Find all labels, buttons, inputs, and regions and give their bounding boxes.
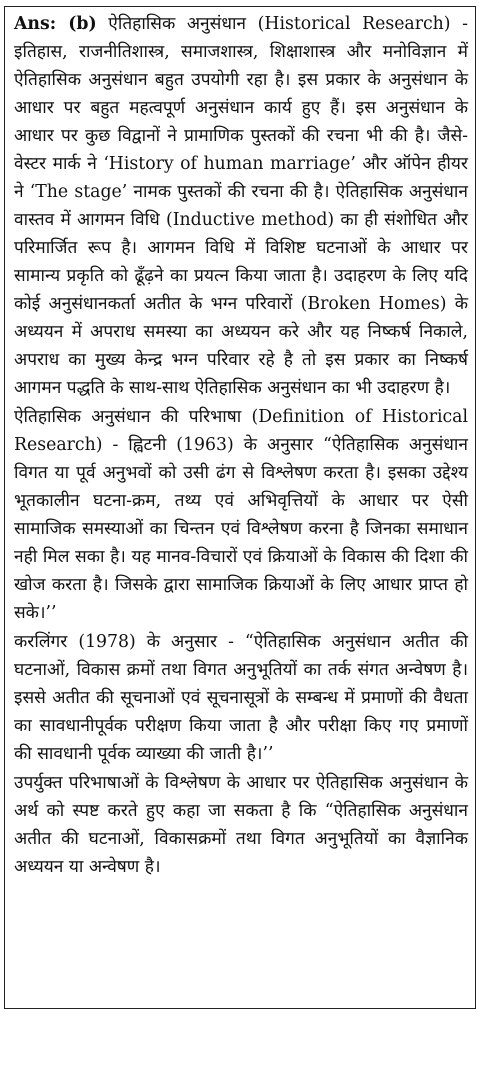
answer-box	[4, 6, 476, 1009]
paragraph-1-text: ऐतिहासिक अनुसंधान (Historical Research) - इतिहास, राजनीतिशास्त्र, समाजशास्त्र, शिक्षाशास्त्र और मनोविज्ञान में ऐतिहासिक अनुसंधान बहुत उपयोगी रहा है। इस प्रकार के अनुसंधान के आधार पर बहुत महत्वपूर्ण अनुसंधान कार्य हुए हैं। इस अनुसंधान के आधार पर कुछ विद्वानों ने प्रामाणिक पुस्तकों की रचना भी की है। जैसे- वेस्टर मार्क ने ‘History of human marriage’ और ऑपेन हीयर ने ‘The stage’ नामक पुस्तकों की रचना की है। ऐतिहासिक अनुसंधान वास्तव में आगमन विधि (Inductive method) का ही संशोधित और परिमार्जित रूप है। आगमन विधि में विशिष्ट घटनाओं के आधार पर सामान्य प्रकृति को ढूँढ़ने का प्रयत्न किया जाता है। उदाहरण के लिए यदि कोई अनुसंधानकर्ता अतीत के भग्न परिवारों (Broken Homes) के अध्ययन में अपराध समस्या का अध्ययन करे और यह निष्कर्ष निकाले, अपराध का मुख्य केन्द्र भग्न परिवार रहे है तो इस प्रकार का निष्कर्ष आगमन पद्धति के साथ-साथ ऐतिहासिक अनुसंधान का भी उदाहरण है।	[14, 14, 468, 398]
answer-paragraph-1	[14, 10, 468, 402]
answer-paragraph-3: करलिंगर (1978) के अनुसार - “ऐतिहासिक अनुसंधान अतीत की घटनाओं, विकास क्रमों तथा विगत अनुभूतियों का तर्क संगत अन्वेषण है। इससे अतीत की सूचनाओं एवं सूचनासूत्रों के सम्बन्ध में प्रमाणों की वैधता का सावधानीपूर्वक परीक्षण किया जाता है और परीक्षा किए गए प्रमाणों की सावधानी पूर्वक व्याख्या की जाती है।’’	[14, 632, 468, 764]
answer-paragraph-2: ऐतिहासिक अनुसंधान की परिभाषा (Definition of Historical Research) - ह्विटनी (1963) के अनुसार “ऐतिहासिक अनुसंधान विगत या पूर्व अनुभवों को उसी ढंग से विश्लेषण करता है। इसका उद्देश्य भूतकालीन घटना-क्रम, तथ्य एवं अभिवृत्तियों के आधार पर ऐसी सामाजिक समस्याओं का चिन्तन एवं विश्लेषण करना है जिनका समाधान नही मिल सका है। यह मानव-विचारों एवं क्रियाओं के विकास की दिशा की खोज करता है। जिसके द्वारा सामाजिक क्रियाओं के लिए आधार प्राप्त हो सके।’’	[14, 407, 468, 623]
answer-paragraph-4: उपर्युक्त परिभाषाओं के विश्लेषण के आधार पर ऐतिहासिक अनुसंधान के अर्थ को स्पष्ट करते हुए कहा जा सकता है कि “ऐतिहासिक अनुसंधान अतीत की घटनाओं, विकासक्रमों तथा विगत अनुभूतियों का वैज्ञानिक अध्ययन या अन्वेषण है।	[14, 773, 468, 877]
answer-label: Ans: (b)	[14, 14, 97, 34]
